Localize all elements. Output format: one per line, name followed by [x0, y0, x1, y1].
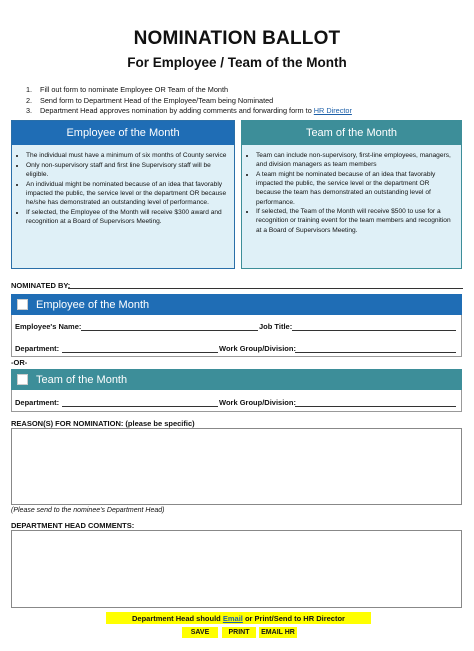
team-work-group-field[interactable] [295, 406, 456, 407]
hr-director-link[interactable]: HR Director [313, 106, 352, 116]
employee-name-field[interactable] [81, 330, 258, 331]
department-field[interactable] [62, 352, 218, 353]
team-department-label: Department: [15, 398, 60, 407]
team-checkbox[interactable] [17, 374, 28, 385]
list-item: • Only non-supervisory staff and first line Supervisory staff will be eligible. [26, 161, 228, 179]
save-button[interactable]: SAVE [182, 627, 218, 638]
employee-criteria-box [11, 120, 235, 269]
team-criteria-box [241, 120, 462, 269]
instruction-item: 2. Send form to Department Head of the Employee/Team being Nominated [26, 95, 274, 105]
job-title-field[interactable] [292, 330, 456, 331]
team-section-title: Team of the Month [36, 373, 128, 386]
page-title: NOMINATION BALLOT [133, 28, 341, 49]
or-separator: -OR- [11, 358, 28, 367]
employee-checkbox[interactable] [17, 299, 28, 310]
work-group-field[interactable] [295, 352, 456, 353]
instruction-item: 3. Department Head approves nomination by adding comments and forwarding form to HR Director [26, 106, 352, 116]
list-item: • Team can include non-supervisory, first-line employees, managers, and division managers as team members [256, 151, 455, 169]
list-item: • An individual might be nominated because of an idea that favorably impacted the public, the service level or the department OR because he/she has demonstrated an outstanding level of performance. [26, 180, 228, 208]
team-work-group-label: Work Group/Division: [219, 398, 296, 407]
instructions-list [26, 85, 352, 117]
print-button[interactable]: PRINT [222, 627, 256, 638]
footer-instruction: Department Head should Email or Print/Send to HR Director [106, 612, 371, 624]
department-label: Department: [15, 344, 60, 353]
reasons-textarea[interactable] [11, 428, 462, 505]
team-criteria-list [242, 151, 461, 235]
team-section-header [11, 369, 462, 390]
job-title-label: Job Title: [259, 322, 293, 331]
list-item: • The individual must have a minimum of six months of County service [26, 151, 228, 160]
team-criteria-heading: Team of the Month [242, 121, 461, 145]
page-subtitle: For Employee / Team of the Month [127, 55, 347, 70]
reasons-label: REASON(S) FOR NOMINATION: (please be specific) [11, 419, 195, 428]
work-group-label: Work Group/Division: [219, 344, 296, 353]
employee-criteria-heading: Employee of the Month [12, 121, 234, 145]
employee-section-title: Employee of the Month [36, 298, 150, 311]
list-item: • If selected, the Employee of the Month will receive $300 award and recognition at a Board of Supervisors Meeting. [26, 208, 228, 226]
email-hr-button[interactable]: EMAIL HR [259, 627, 297, 638]
list-item: • If selected, the Team of the Month will receive $500 to use for a recognition or training event for the team members and recognition at a Board of Supervisors Meeting. [256, 207, 455, 235]
dept-comments-textarea[interactable] [11, 530, 462, 608]
list-item: • A team might be nominated because of an idea that favorably impacted the public, the service level or the department OR because the team has demonstrated an outstanding level of performance. [256, 170, 455, 207]
employee-section-header [11, 294, 462, 315]
nominated-by-label: NOMINATED BY: [11, 281, 71, 290]
nominated-by-field[interactable] [68, 288, 463, 289]
employee-name-label: Employee's Name: [15, 322, 82, 331]
employee-criteria-list [12, 151, 234, 226]
send-note: (Please send to the nominee's Department Head) [11, 507, 165, 514]
email-link[interactable]: Email [222, 613, 243, 623]
team-department-field[interactable] [62, 406, 218, 407]
instruction-item: 1. Fill out form to nominate Employee OR Team of the Month [26, 85, 229, 94]
dept-comments-label: DEPARTMENT HEAD COMMENTS: [11, 521, 135, 530]
